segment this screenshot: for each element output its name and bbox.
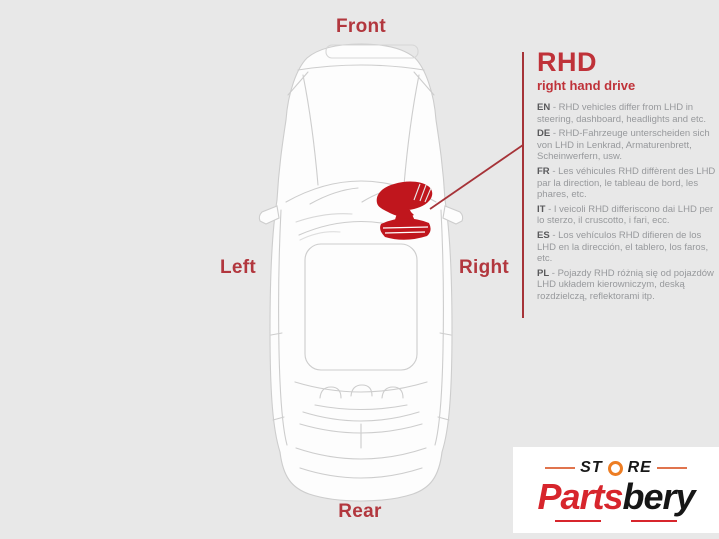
store-text-right: RE xyxy=(627,459,652,476)
brand-underlines xyxy=(513,520,719,522)
lang-text-es: - Los vehículos RHD difieren de los LHD en la dirección, el tablero, los faros, etc. xyxy=(537,229,709,265)
rhd-entry-es xyxy=(537,230,718,265)
store-wordmark xyxy=(513,459,719,477)
store-text-left: ST xyxy=(580,459,603,476)
brand-second-part: bery xyxy=(622,476,695,517)
rhd-entry-pl xyxy=(537,268,718,303)
brand-first-part: Parts xyxy=(537,476,623,517)
lang-text-de: - RHD-Fahrzeuge unterscheiden sich von LHD in Lenkrad, Armaturenbrett, Scheinwerfern, usw. xyxy=(537,128,710,163)
brand-underline-left xyxy=(555,520,601,522)
store-o-ring-icon xyxy=(608,461,623,476)
partsbery-logo xyxy=(513,447,719,533)
store-left-line xyxy=(545,467,575,469)
lang-text-it: - I veicoli RHD differiscono dai LHD per lo sterzo, il cruscotto, i fari, ecc. xyxy=(537,203,714,227)
lang-code-en: EN xyxy=(537,102,551,113)
lang-text-fr: - Les véhicules RHD diffèrent des LHD par la direction, le tableau de bord, les phares, etc. xyxy=(537,165,716,201)
rhd-entry-fr xyxy=(537,166,718,201)
rhd-language-entries xyxy=(537,102,718,303)
lang-code-es: ES xyxy=(537,229,550,241)
brand-wordmark xyxy=(513,476,719,517)
lang-code-fr: FR xyxy=(537,165,550,177)
rhd-entry-de xyxy=(537,128,718,163)
left-label: Left xyxy=(219,257,257,278)
store-right-line xyxy=(657,467,687,469)
rhd-title: RHD xyxy=(537,47,597,77)
rear-label: Rear xyxy=(338,501,382,522)
rhd-entry-it xyxy=(537,204,718,227)
lang-text-en: - RHD vehicles differ from LHD in steering, dashboard, headlights and etc. xyxy=(537,102,707,125)
lang-code-de: DE xyxy=(537,128,551,140)
rhd-info-panel xyxy=(537,49,718,306)
lang-code-it: IT xyxy=(537,203,546,215)
right-label: Right xyxy=(458,257,510,278)
rhd-entry-en xyxy=(537,102,718,125)
front-label: Front xyxy=(335,16,387,37)
rhd-subtitle: right hand drive xyxy=(537,78,636,93)
lang-text-pl: - Pojazdy RHD różnią się od pojazdów LHD układem kierowniczym, deską rozdzielczą, reflektorami itp. xyxy=(537,267,714,302)
brand-underline-right xyxy=(631,520,677,522)
lang-code-pl: PL xyxy=(537,267,550,279)
